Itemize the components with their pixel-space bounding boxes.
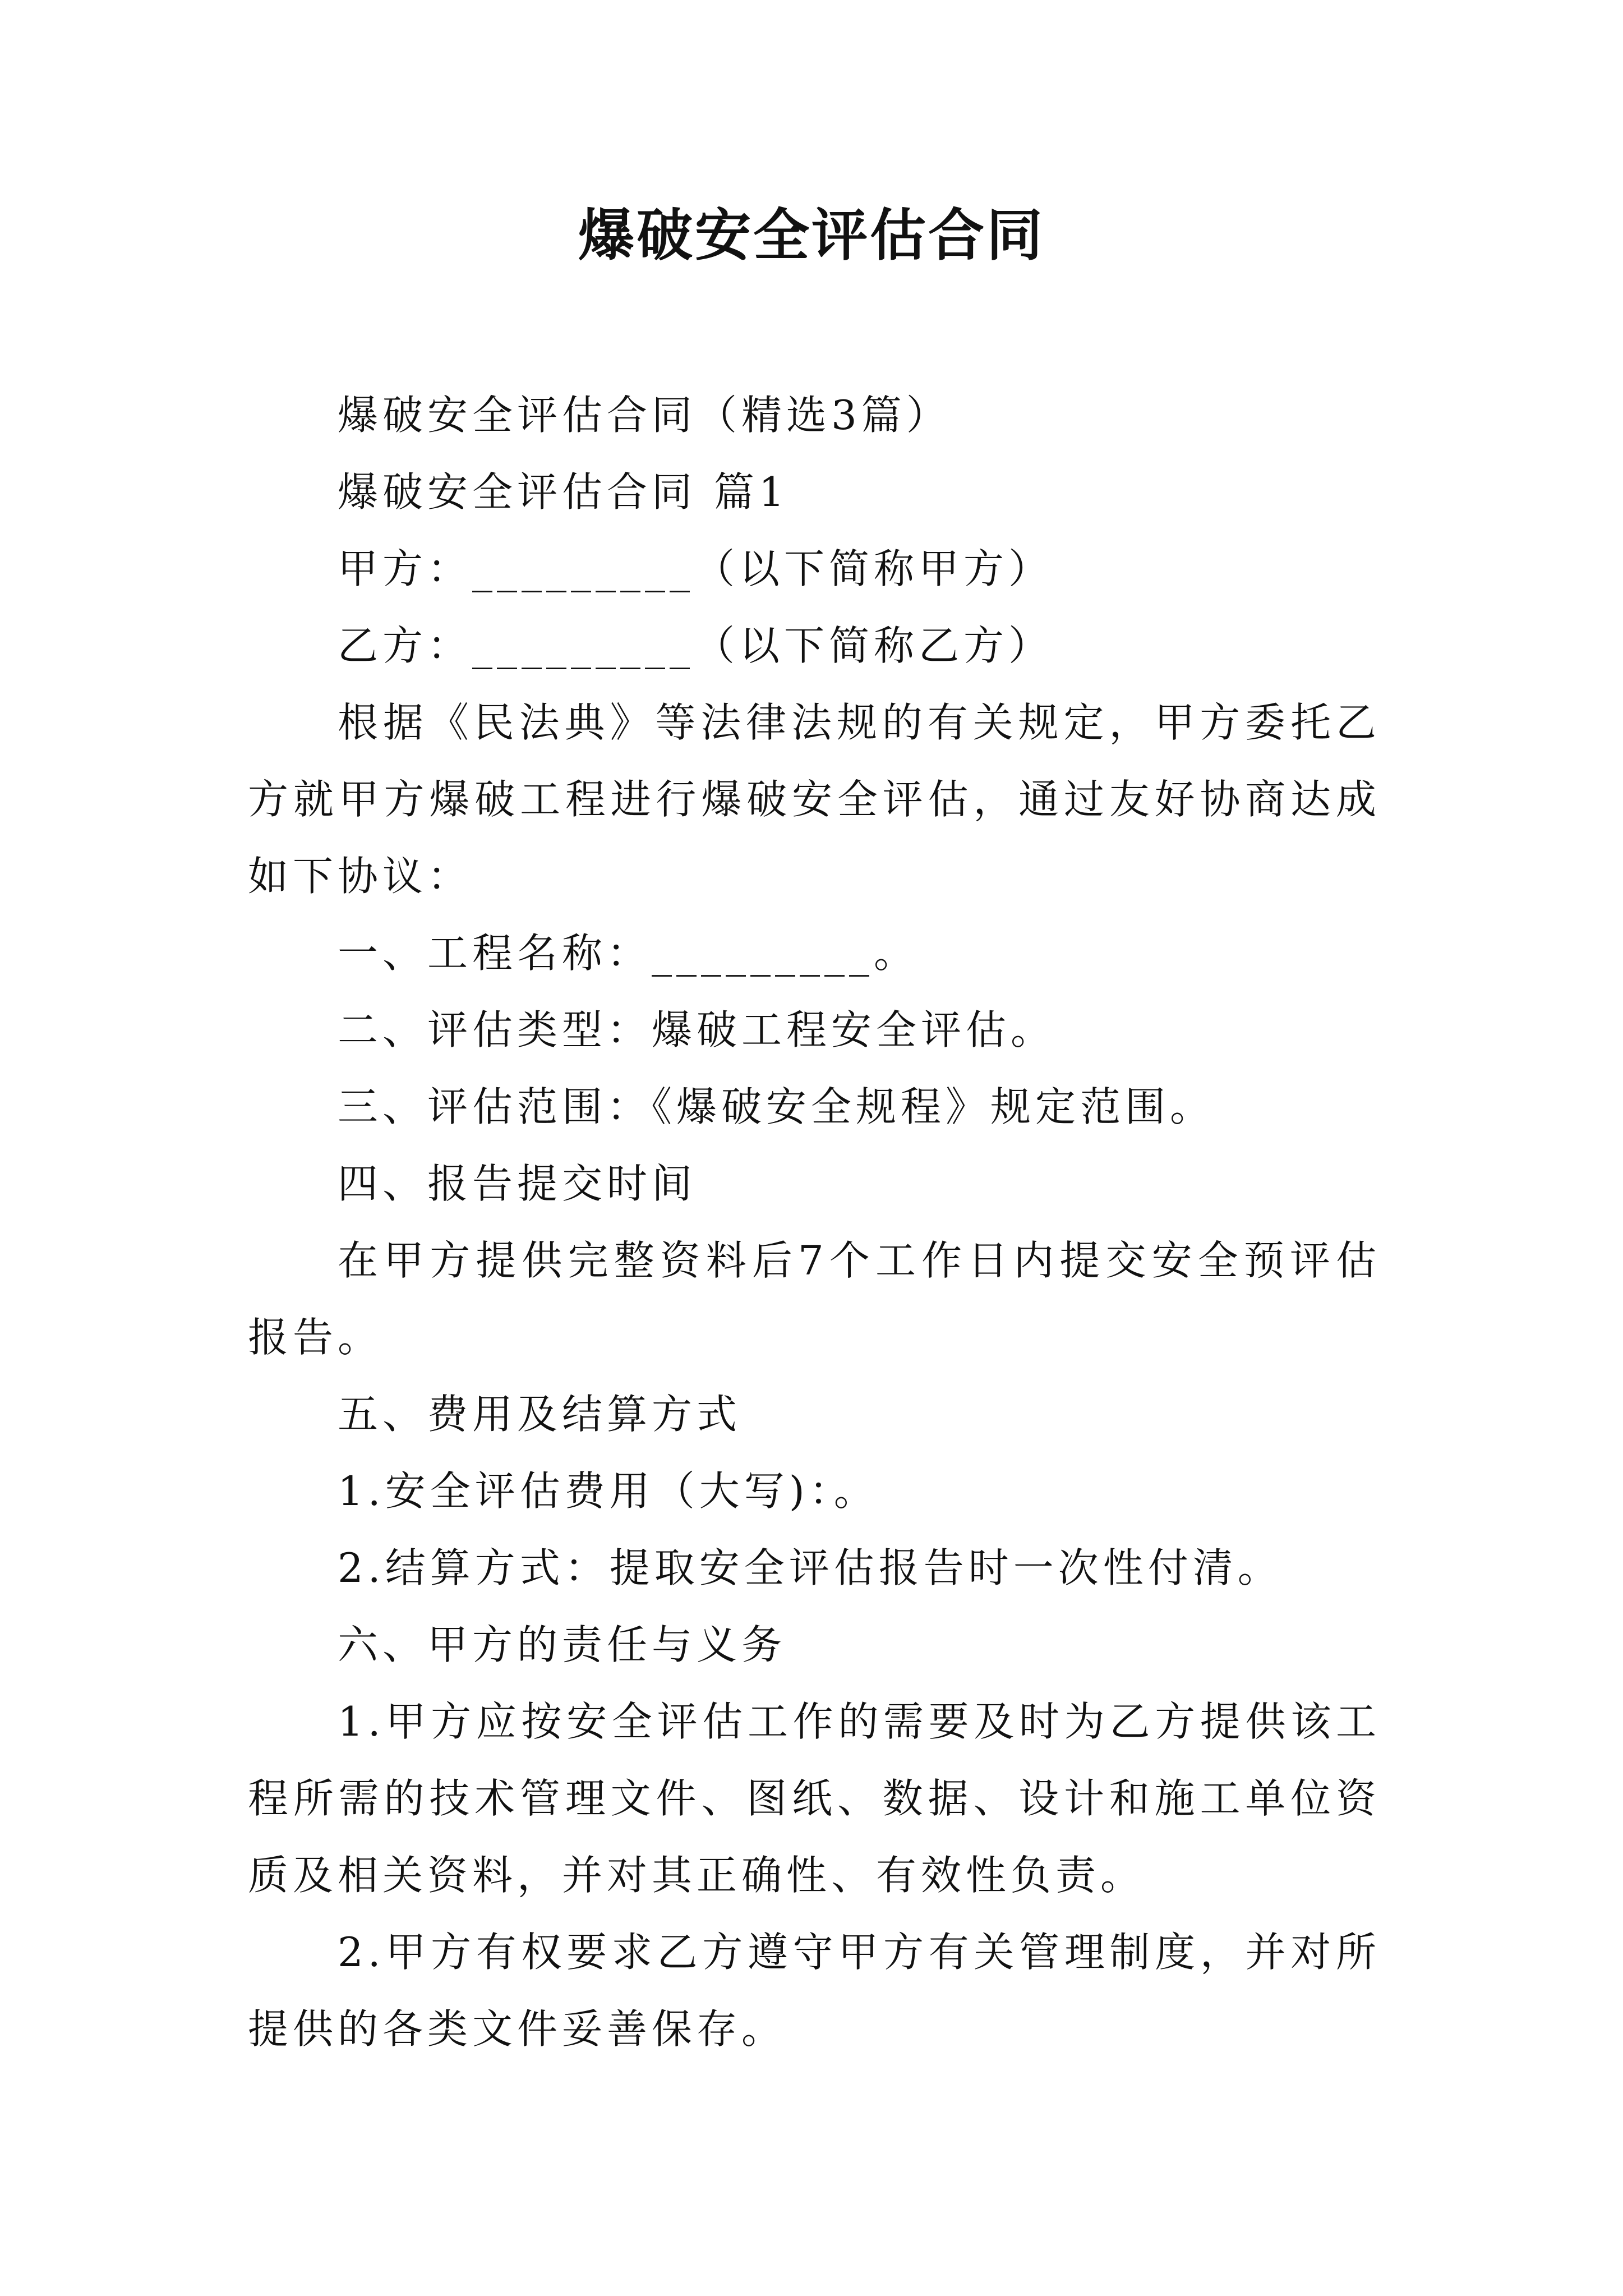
clause-report-deadline-heading: 四、报告提交时间 xyxy=(338,1160,697,1207)
clause-party-a-duties-heading: 六、甲方的责任与义务 xyxy=(338,1621,787,1668)
clause-assessment-type: 二、评估类型：爆破工程安全评估。 xyxy=(338,1006,1056,1053)
preamble-paragraph: 根据《民法典》等法律法规的有关规定，甲方委托乙方就甲方爆破工程进行爆破安全评估，通过友好协商达成如下协议： xyxy=(248,699,1381,900)
party-b-line: 乙方：_________（以下简称乙方） xyxy=(338,622,1054,669)
clause-party-a-duty-1: 1.甲方应按安全评估工作的需要及时为乙方提供该工程所需的技术管理文件、图纸、数据、设计和施工单位资质及相关资料，并对其正确性、有效性负责。 xyxy=(248,1698,1381,1899)
clause-party-a-duty-2: 2.甲方有权要求乙方遵守甲方有关管理制度，并对所提供的各类文件妥善保存。 xyxy=(248,1929,1381,2053)
section-heading-part-1: 爆破安全评估合同 篇1 xyxy=(338,468,789,516)
clause-fees-item-2: 2.结算方式：提取安全评估报告时一次性付清。 xyxy=(338,1544,1283,1591)
document-body xyxy=(248,377,1381,2068)
clause-fees-heading: 五、费用及结算方式 xyxy=(338,1391,742,1438)
clause-assessment-scope: 三、评估范围：《爆破安全规程》规定范围。 xyxy=(338,1083,1215,1130)
clause-project-name: 一、工程名称：_________。 xyxy=(338,930,919,977)
subtitle-selection: 爆破安全评估合同（精选3篇） xyxy=(338,392,951,439)
clause-report-deadline-text: 在甲方提供完整资料后7个工作日内提交安全预评估报告。 xyxy=(248,1237,1381,1361)
clause-fees-item-1: 1.安全评估费用（大写)：。 xyxy=(338,1467,879,1515)
document-title: 爆破安全评估合同 xyxy=(578,203,1045,268)
party-a-line: 甲方：_________（以下简称甲方） xyxy=(338,545,1054,592)
